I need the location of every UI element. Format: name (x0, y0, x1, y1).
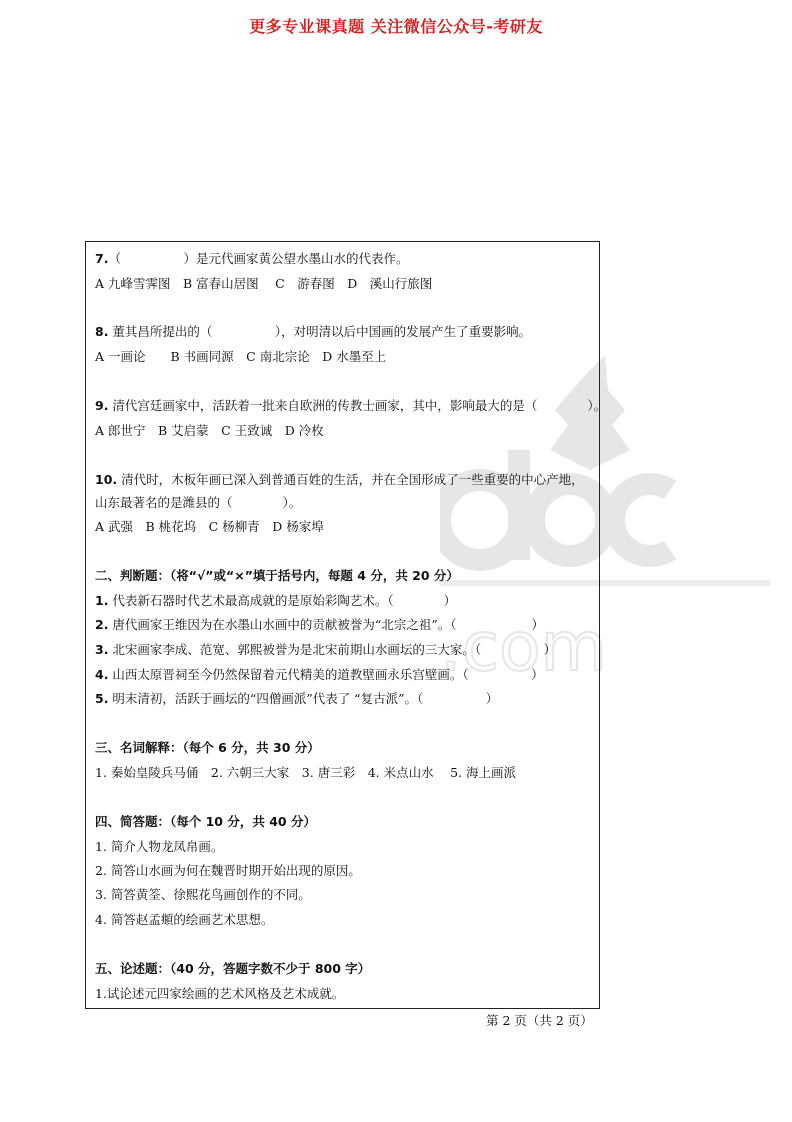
question-9: 9. 清代宫廷画家中，活跃着一批来自欧洲的传教士画家，其中，影响最大的是（ ）。 (95, 398, 607, 413)
short-answer-item: 3. 简答黄筌、徐熙花鸟画创作的不同。 (95, 887, 311, 902)
question-10: 10. 清代时，木板年画已深入到普通百姓的生活，并在全国形成了一些重要的中心产地， (95, 472, 584, 487)
essay-item: 1.试论述元四家绘画的艺术风格及艺术成就。 (95, 986, 345, 1001)
judge-item: 5. 明末清初，活跃于画坛的“四僧画派”代表了 “复古派”。（ ） (95, 691, 499, 706)
promo-banner: 更多专业课真题 关注微信公众号-考研友 (249, 17, 543, 36)
question-8: 8. 董其昌所提出的（ ），对明清以后中国画的发展产生了重要影响。 (95, 324, 532, 339)
short-answer-item: 4. 简答赵孟頫的绘画艺术思想。 (95, 912, 274, 927)
section-5-heading: 五、论述题：（40 分，答题字数不少于 800 字） (95, 961, 371, 976)
judge-item: 1. 代表新石器时代艺术最高成就的是原始彩陶艺术。（ ） (95, 593, 457, 608)
svg-text:.com: .com (440, 608, 607, 687)
question-7: 7.（ ）是元代画家黄公望水墨山水的代表作。 (95, 251, 409, 266)
short-answer-item: 1. 简介人物龙凤帛画。 (95, 839, 224, 854)
section-3-heading: 三、名词解释：（每个 6 分，共 30 分） (95, 740, 320, 755)
section-2-heading: 二、判断题：（将“√”或“×”填于括号内，每题 4 分，共 20 分） (95, 568, 459, 583)
question-8-options: A 一画论 B 书画同源 C 南北宗论 D 水墨至上 (95, 349, 387, 364)
short-answer-item: 2. 简答山水画为何在魏晋时期开始出现的原因。 (95, 863, 361, 878)
judge-item: 2. 唐代画家王维因为在水墨山水画中的贡献被誉为“北宗之祖”。（ ） (95, 617, 544, 632)
question-7-options: A 九峰雪霁图 B 富春山居图 C 游春图 D 溪山行旅图 (95, 276, 433, 291)
section-4-heading: 四、简答题：（每个 10 分，共 40 分） (95, 814, 316, 829)
question-9-options: A 郎世宁 B 艾启蒙 C 王致诚 D 冷枚 (95, 423, 324, 438)
question-10-line2: 山东最著名的是潍县的（ ）。 (95, 495, 302, 510)
question-10-options: A 武强 B 桃花坞 C 杨柳青 D 杨家埠 (95, 519, 324, 534)
page-number: 第 2 页（共 2 页） (486, 1013, 593, 1028)
term-list: 1. 秦始皇陵兵马俑 2. 六朝三大家 3. 唐三彩 4. 米点山水 5. 海上画派 (95, 765, 516, 780)
judge-item: 3. 北宋画家李成、范宽、郭熙被誉为是北宋前期山水画坛的三大家。（ ） (95, 642, 557, 657)
judge-item: 4. 山西太原晋祠至今仍然保留着元代精美的道教壁画永乐宫壁画。（ ） (95, 667, 544, 682)
